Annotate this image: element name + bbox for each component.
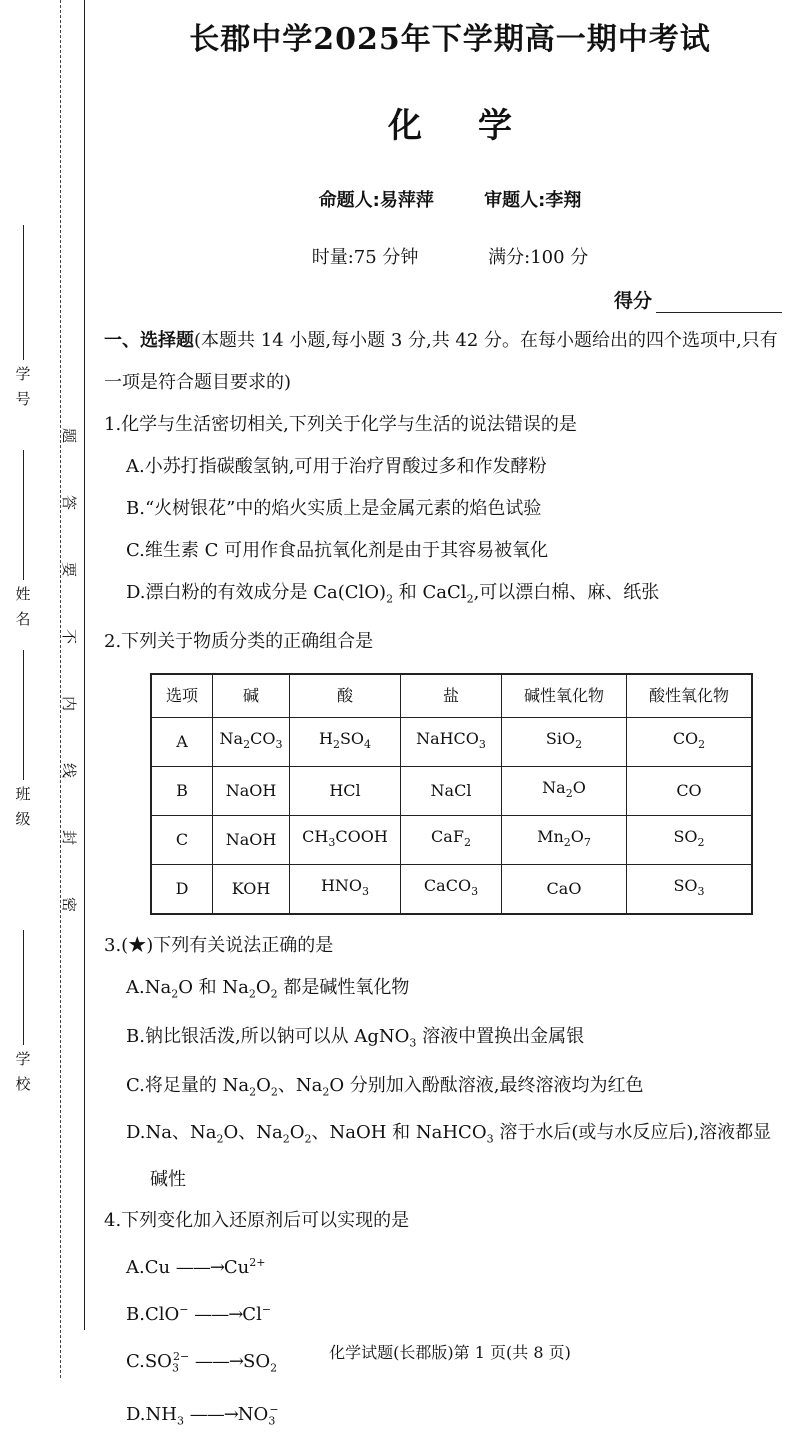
section-title: 一、选择题 <box>104 330 194 351</box>
table-cell: $Mn_2O_7$ <box>502 815 627 864</box>
text-part: D.漂白粉的有效成分是 Ca(ClO) <box>126 582 387 603</box>
table-cell: NaCl <box>401 766 502 815</box>
table-header: 酸性氧化物 <box>627 674 753 718</box>
name-label: 姓名 <box>13 586 32 636</box>
score-label: 得分 <box>613 290 652 312</box>
margin-divider <box>84 0 85 1330</box>
table-cell: KOH <box>213 865 290 915</box>
table-row <box>151 766 752 815</box>
table-header: 碱性氧化物 <box>502 674 627 718</box>
school-label: 学校 <box>13 1051 32 1101</box>
seal-char: 答 <box>60 494 79 511</box>
table-cell: D <box>151 865 213 915</box>
table-cell: C <box>151 815 213 864</box>
question-4-option-a: A.Cu $——\to Cu^{2+}$ <box>126 1255 266 1278</box>
table-header: 盐 <box>401 674 502 718</box>
question-1-option-b: B.“火树银花”中的焰火实质上是金属元素的焰色试验 <box>126 498 542 519</box>
question-3-stem: 3.(★)下列有关说法正确的是 <box>104 935 334 957</box>
text-part: ,可以漂白棉、麻、纸张 <box>473 582 660 603</box>
table-cell: NaHCO$_3$ <box>401 717 502 766</box>
table-cell: NaOH <box>213 766 290 815</box>
table-cell: $CH_3COOH$ <box>290 815 401 864</box>
table-cell: B <box>151 766 213 815</box>
table-cell: $SO_2$ <box>627 815 753 864</box>
subscript: 2 <box>386 592 394 606</box>
section-heading <box>104 320 786 404</box>
dashed-binding-line <box>60 0 61 1378</box>
question-3-option-b: B.钠比银活泼,所以钠可以从 AgNO$_3$ 溶液中置换出金属银 <box>126 1025 585 1050</box>
class-field[interactable] <box>8 650 38 836</box>
question-2-stem: 2.下列关于物质分类的正确组合是 <box>104 630 374 652</box>
setter: 命题人:易萍萍 <box>318 190 434 211</box>
seal-char: 要 <box>60 561 79 578</box>
name-field[interactable] <box>8 450 38 636</box>
table-cell: $Na_2CO_3$ <box>213 717 290 766</box>
table-cell: CO <box>627 766 753 815</box>
class-label: 班级 <box>13 786 32 836</box>
table-cell: NaOH <box>213 815 290 864</box>
school-field[interactable] <box>8 930 38 1101</box>
student-id-label: 学号 <box>13 366 32 416</box>
table-row <box>151 815 752 864</box>
text-part: B.钠比银活泼,所以钠可以从 AgNO <box>126 1025 410 1047</box>
question-3-option-c: C.将足量的 $Na_2O_2$、$Na_2O$ 分别加入酚酞溶液,最终溶液均为红色 <box>126 1074 644 1099</box>
seal-char: 密 <box>60 896 79 913</box>
text-part: 都是碱性氧化物 <box>277 977 410 999</box>
seal-char: 封 <box>60 829 79 846</box>
score-blank[interactable] <box>656 292 782 313</box>
table-header-row <box>151 674 752 718</box>
question-1-option-a: A.小苏打指碳酸氢钠,可用于治疗胃酸过多和作发酵粉 <box>126 456 547 477</box>
seal-notice <box>58 425 82 961</box>
binding-margin <box>0 0 50 1378</box>
question-1-option-c: C.维生素 C 可用作食品抗氧化剂是由于其容易被氧化 <box>126 540 549 561</box>
table-header: 酸 <box>290 674 401 718</box>
reviewer: 审题人:李翔 <box>484 190 582 211</box>
table-cell: $HNO_3$ <box>290 865 401 915</box>
table-cell: A <box>151 717 213 766</box>
seal-char: 不 <box>60 628 79 645</box>
table-cell: HCl <box>290 766 401 815</box>
student-id-field[interactable] <box>8 225 38 416</box>
exam-title: 长郡中学2025年下学期高一期中考试 <box>189 22 711 57</box>
text-part: 和 CaCl <box>393 582 467 603</box>
full-score: 满分:100 分 <box>488 247 589 268</box>
duration: 时量:75 分钟 <box>311 247 419 268</box>
page-footer: 化学试题(长郡版)第 1 页(共 8 页) <box>329 1343 571 1362</box>
table-cell: $SO_3$ <box>627 865 753 915</box>
question-4-option-d: $D.NH_3$ $——\to NO_3^-$ <box>126 1403 279 1428</box>
classification-table <box>150 673 753 916</box>
question-3-option-d: D.Na、$Na_2O$、$Na_2O_2$、NaOH 和 NaHCO$_3$ 溶于水后(或与水反应后),溶液都显碱性 <box>126 1122 772 1190</box>
seal-char: 题 <box>60 427 79 444</box>
text-part: 分别加入酚酞溶液,最终溶液均为红色 <box>344 1074 644 1096</box>
question-1-option-d <box>104 572 786 621</box>
question-3-option-a: $A.Na_2O$ 和 $Na_2O_2$ 都是碱性氧化物 <box>126 977 410 1001</box>
question-content <box>104 320 786 1443</box>
question-4-option-c: $C.SO_3^{2-}$ $——\to SO_2$ <box>126 1349 278 1375</box>
table-cell: $CO_2$ <box>627 717 753 766</box>
table-header: 碱 <box>213 674 290 718</box>
table-cell: CaCO$_3$ <box>401 865 502 915</box>
score-field[interactable] <box>614 286 782 313</box>
text-part: 溶于水后(或与水反应后),溶液都显碱性 <box>150 1122 772 1190</box>
table-row <box>151 717 752 766</box>
question-4-stem: 4.下列变化加入还原剂后可以实现的是 <box>104 1209 410 1231</box>
seal-char: 线 <box>60 762 79 779</box>
time-score <box>100 243 800 269</box>
question-4-option-b: B.ClO− ——→Cl− <box>126 1302 272 1325</box>
subject-title: 化学 <box>388 106 568 146</box>
table-cell: CaF$_2$ <box>401 815 502 864</box>
authors <box>100 186 800 212</box>
text-part: 溶液中置换出金属银 <box>416 1025 585 1047</box>
table-header: 选项 <box>151 674 213 718</box>
table-cell: $Na_2O$ <box>502 766 627 815</box>
table-cell: $H_2SO_4$ <box>290 717 401 766</box>
table-row <box>151 865 752 915</box>
section-desc: (本题共 14 小题,每小题 3 分,共 42 分。在每小题给出的四个选项中,只有一项是符合题目要求的) <box>104 330 778 393</box>
table-cell: CaO <box>502 865 627 915</box>
subscript: 2 <box>466 592 474 606</box>
table-cell: SiO$_2$ <box>502 717 627 766</box>
question-1-stem: 1.化学与生活密切相关,下列关于化学与生活的说法错误的是 <box>104 414 577 435</box>
seal-char: 内 <box>60 695 79 712</box>
